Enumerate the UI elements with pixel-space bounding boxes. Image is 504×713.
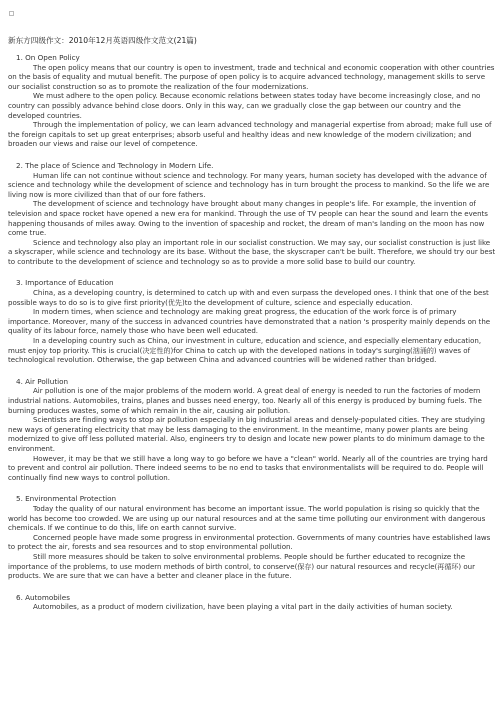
section-paragraph: Scientists are finding ways to stop air pollution especially in big industrial areas and densely-populated cities. They are studying new ways of generating electricity that may be less damaging to the environment. In the meantime, many power plants are being modernized to give off less polluted material. Also, engineers try to design and locate new power plants to do minimum damage to the environment. xyxy=(8,415,485,453)
essay-section xyxy=(8,53,496,155)
essay-section xyxy=(8,494,496,586)
essay-section xyxy=(8,593,496,612)
section-paragraph: The development of science and technology have brought about many changes in people's life. For example, the invention of television and space rocket have opened a new era for mankind. Through the use of TV people can hear the sound and learn the events happening thousands of miles away. Owing to the invention of spaceship and rocket, the dream of man's landing on the moon has now come true. xyxy=(8,199,488,238)
section-paragraph: In a developing country such as China, our investment in culture, education and science, and especially elementary education, must enjoy top priority. This is crucial(决定性的)for China to catch up with the developed nations in today's surging(汹涌的) waves of technological revolution. Otherwise, the gap between China and advanced countries will be widened rather than bridged. xyxy=(8,336,482,365)
essay-section xyxy=(8,377,496,489)
section-paragraph: Concerned people have made some progress in environmental protection. Governments of many countries have established laws to protect the air, forests and sea resources and to stop environmental pollution. xyxy=(8,532,491,552)
section-paragraph: Today the quality of our natural environment has become an important issue. The world population is rising so quickly that the world has become too crowded. We are using up our natural resources and at the same time polluting our environment with dangerous chemicals. If we continue to do this, life on earth cannot survive. xyxy=(8,503,486,533)
section-paragraph: We must adhere to the open policy. Because economic relations between states today have become increasingly close, and no country can possibly advance behind close doors. Only in this way, can we gradually close the gap between our country and the developed countries. xyxy=(8,91,481,120)
section-paragraph: Human life can not continue without science and technology. For many years, human society has developed with the advance of science and technology while the development of science and technology has in turn brought the process to mankind. So the life we are living now is more civilized than that of our fore fathers. xyxy=(8,170,490,199)
section-paragraph: Automobiles, as a product of modern civilization, have been playing a vital part in the daily activities of human society. xyxy=(33,602,453,612)
section-heading: 2. The place of Science and Technology in Modern Life. xyxy=(16,160,214,170)
document-body xyxy=(8,53,496,612)
section-paragraph: Science and technology also play an important role in our socialist construction. We may say, our socialist construction is just like a skyscraper, while science and technology are its base. Without the base, the skyscraper can't be built. Therefore, we should try our best to contribute to the development of science and technology so as to provide a more solid base to build our country. xyxy=(8,237,496,266)
section-paragraph: Still more measures should be taken to solve environmental problems. People should be further educated to recognize the importance of the problems, to use modern methods of birth control, to conserve(保存) our natural resources and recycle(再循环) our products. We are sure that we can have a better and cleaner place in the future. xyxy=(8,551,476,581)
section-paragraph: The open policy means that our country is open to investment, trade and technical and economic cooperation with other countries on the basis of equality and mutual benefit. The purpose of open policy is to acquire advanced technology, management skills to serve our socialist construction so as to promote the realization of the four modernizations. xyxy=(8,62,495,91)
page-marker-icon xyxy=(9,11,14,16)
section-heading: 1. On Open Policy xyxy=(16,53,80,62)
essay-section xyxy=(8,161,496,273)
section-heading: 6. Automobiles xyxy=(16,592,70,602)
section-paragraph: Air pollution is one of the major problems of the modern world. A great deal of energy is needed to run the factories of modern industrial nations. Automobiles, trains, planes and busses need energy, too. Nearly all of this energy is produced by burning fuels. The burning produces wastes, some of which remain in the air, causing air pollution. xyxy=(8,386,482,415)
section-paragraph: In modern times, when science and technology are making great progress, the education of the work force is of primary importance. Moreover, many of the success in advanced countries have demonstrated that a nation 's prosperity mainly depends on the quality of its labour force, namely those who have been well educated. xyxy=(8,307,491,336)
section-paragraph: Through the implementation of policy, we can learn advanced technology and managerial expertise from abroad; make full use of the foreign capitals to set up great enterprises; absorb useful and healthy ideas and new knowledge of the modern civilization; and broaden our views and raise our level of competence. xyxy=(8,120,492,149)
section-paragraph: China, as a developing country, is determined to catch up with and even surpass the developed ones. I think that one of the best possible ways to do so is to give first priority(优先)to the development of culture, science and especially education. xyxy=(8,288,489,307)
section-heading: 4. Air Pollution xyxy=(16,376,69,386)
section-heading: 3. Importance of Education xyxy=(16,278,114,288)
essay-section xyxy=(8,278,496,370)
document-title: 新东方四级作文：2010年12月英语四级作文范文(21篇) xyxy=(8,36,197,45)
section-heading: 5. Environmental Protection xyxy=(16,494,117,504)
section-paragraph: However, it may be that we still have a long way to go before we have a "clean" world. Nearly all of the countries are trying hard to prevent and control air pollution. There indeed seems to be no end to tasks that environmentalists will be required to do. People will continually find new ways to control pollution. xyxy=(8,453,488,482)
